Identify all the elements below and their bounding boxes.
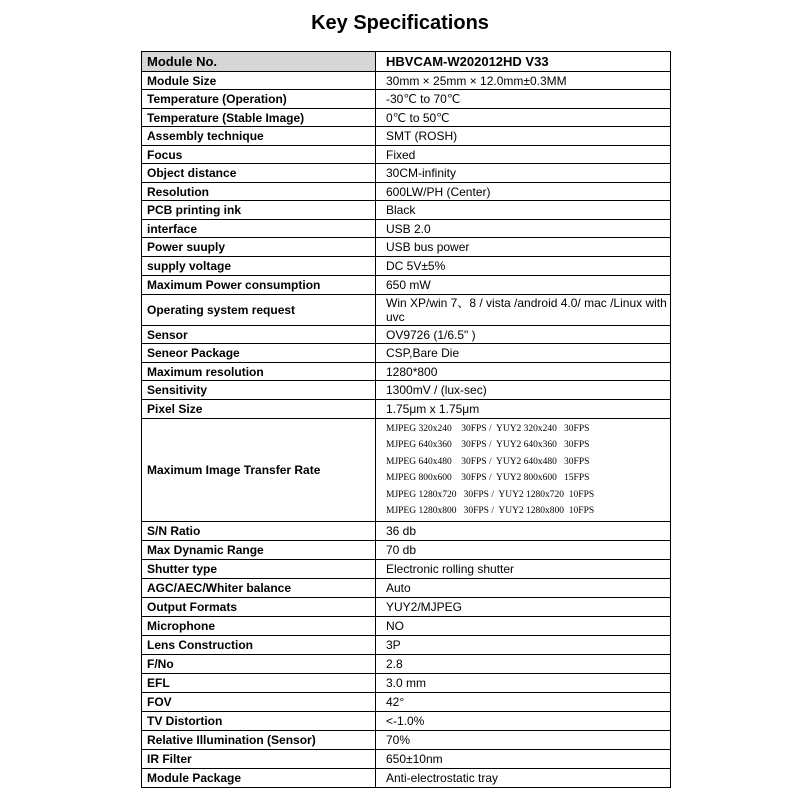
- spec-row: [142, 617, 671, 636]
- spec-label: Temperature (Stable Image): [142, 109, 376, 127]
- format-line: MJPEG 640x480 30FPS / YUY2 640x480 30FPS: [386, 456, 590, 467]
- spec-row: [142, 238, 671, 257]
- spec-row: [142, 541, 671, 560]
- spec-value: DC 5V±5%: [376, 257, 671, 276]
- spec-label: interface: [142, 220, 376, 238]
- spec-label: Shutter type: [142, 560, 376, 579]
- spec-value: Anti-electrostatic tray: [376, 769, 671, 788]
- spec-row: [142, 344, 671, 363]
- page-title: Key Specifications: [311, 12, 489, 34]
- transfer-rate-row: [142, 419, 671, 522]
- spec-value: Fixed: [376, 146, 671, 164]
- spec-value: OV9726 (1/6.5" ): [376, 326, 671, 344]
- spec-row: [142, 257, 671, 276]
- spec-value: SMT (ROSH): [376, 127, 671, 146]
- spec-value: -30℃ to 70℃: [376, 90, 671, 109]
- spec-value: Win XP/win 7、8 / vista /android 4.0/ mac /Linux with uvc: [376, 295, 671, 326]
- spec-value: 650 mW: [376, 276, 671, 295]
- spec-row: [142, 731, 671, 750]
- spec-label: Relative Illumination (Sensor): [142, 731, 376, 750]
- spec-label: Microphone: [142, 617, 376, 636]
- spec-row: [142, 522, 671, 541]
- spec-header-row: [142, 52, 671, 72]
- spec-row: [142, 400, 671, 419]
- spec-row: [142, 693, 671, 712]
- spec-label: Focus: [142, 146, 376, 164]
- spec-label: Sensor: [142, 326, 376, 344]
- spec-value: 0℃ to 50℃: [376, 109, 671, 127]
- spec-label: IR Filter: [142, 750, 376, 769]
- spec-value: 600LW/PH (Center): [376, 183, 671, 201]
- header-key: Module No.: [142, 52, 376, 72]
- spec-row: [142, 90, 671, 109]
- header-value: HBVCAM-W202012HD V33: [376, 52, 671, 72]
- spec-label: supply voltage: [142, 257, 376, 276]
- spec-label: Pixel Size: [142, 400, 376, 419]
- transfer-rate-label: Maximum Image Transfer Rate: [142, 419, 376, 522]
- spec-value: 70 db: [376, 541, 671, 560]
- spec-value: 1300mV / (lux-sec): [376, 381, 671, 400]
- spec-label: EFL: [142, 674, 376, 693]
- spec-label: Output Formats: [142, 598, 376, 617]
- format-line: MJPEG 320x240 30FPS / YUY2 320x240 30FPS: [386, 423, 590, 434]
- spec-label: Maximum Power consumption: [142, 276, 376, 295]
- spec-row: [142, 363, 671, 381]
- spec-row: [142, 220, 671, 238]
- spec-label: Sensitivity: [142, 381, 376, 400]
- format-line: MJPEG 1280x720 30FPS / YUY2 1280x720 10FPS: [386, 489, 595, 500]
- spec-row: [142, 109, 671, 127]
- spec-label: Lens Construction: [142, 636, 376, 655]
- spec-value: NO: [376, 617, 671, 636]
- spec-row: [142, 72, 671, 90]
- spec-row: [142, 146, 671, 164]
- spec-value: 1.75μm x 1.75μm: [376, 400, 671, 419]
- spec-row: [142, 127, 671, 146]
- spec-value: CSP,Bare Die: [376, 344, 671, 363]
- spec-row: [142, 560, 671, 579]
- spec-label: TV Distortion: [142, 712, 376, 731]
- spec-row: [142, 164, 671, 183]
- spec-label: Object distance: [142, 164, 376, 183]
- spec-value: 42°: [376, 693, 671, 712]
- transfer-rate-values: [376, 419, 671, 522]
- spec-row: [142, 750, 671, 769]
- format-line: MJPEG 640x360 30FPS / YUY2 640x360 30FPS: [386, 440, 590, 450]
- spec-label: Module Size: [142, 72, 376, 90]
- format-line: MJPEG 1280x800 30FPS / YUY2 1280x800 10FPS: [386, 506, 595, 516]
- spec-value: 36 db: [376, 522, 671, 541]
- spec-value: 3P: [376, 636, 671, 655]
- spec-label: Power suuply: [142, 238, 376, 257]
- spec-label: S/N Ratio: [142, 522, 376, 541]
- spec-row: [142, 295, 671, 326]
- spec-row: [142, 769, 671, 788]
- spec-value: 3.0 mm: [376, 674, 671, 693]
- format-line: MJPEG 800x600 30FPS / YUY2 800x600 15FPS: [386, 473, 590, 483]
- spec-label: AGC/AEC/Whiter balance: [142, 579, 376, 598]
- spec-row: [142, 674, 671, 693]
- spec-label: PCB printing ink: [142, 201, 376, 220]
- spec-value: <-1.0%: [376, 712, 671, 731]
- spec-label: Assembly technique: [142, 127, 376, 146]
- spec-row: [142, 655, 671, 674]
- spec-value: 1280*800: [376, 363, 671, 381]
- spec-row: [142, 636, 671, 655]
- spec-value: YUY2/MJPEG: [376, 598, 671, 617]
- spec-label: Module Package: [142, 769, 376, 788]
- spec-row: [142, 381, 671, 400]
- spec-row: [142, 183, 671, 201]
- spec-row: [142, 598, 671, 617]
- spec-label: Operating system request: [142, 295, 376, 326]
- spec-value: Electronic rolling shutter: [376, 560, 671, 579]
- spec-table: [141, 51, 671, 788]
- spec-label: Maximum resolution: [142, 363, 376, 381]
- spec-value: 30mm × 25mm × 12.0mm±0.3MM: [376, 72, 671, 90]
- spec-label: F/No: [142, 655, 376, 674]
- spec-row: [142, 579, 671, 598]
- spec-row: [142, 276, 671, 295]
- spec-value: USB bus power: [376, 238, 671, 257]
- spec-value: 2.8: [376, 655, 671, 674]
- spec-row: [142, 201, 671, 220]
- spec-value: USB 2.0: [376, 220, 671, 238]
- spec-label: Seneor Package: [142, 344, 376, 363]
- spec-label: Temperature (Operation): [142, 90, 376, 109]
- spec-value: 30CM-infinity: [376, 164, 671, 183]
- spec-value: 70%: [376, 731, 671, 750]
- spec-label: Resolution: [142, 183, 376, 201]
- spec-row: [142, 712, 671, 731]
- spec-row: [142, 326, 671, 344]
- spec-value: Black: [376, 201, 671, 220]
- spec-value: 650±10nm: [376, 750, 671, 769]
- spec-label: Max Dynamic Range: [142, 541, 376, 560]
- spec-value: Auto: [376, 579, 671, 598]
- spec-label: FOV: [142, 693, 376, 712]
